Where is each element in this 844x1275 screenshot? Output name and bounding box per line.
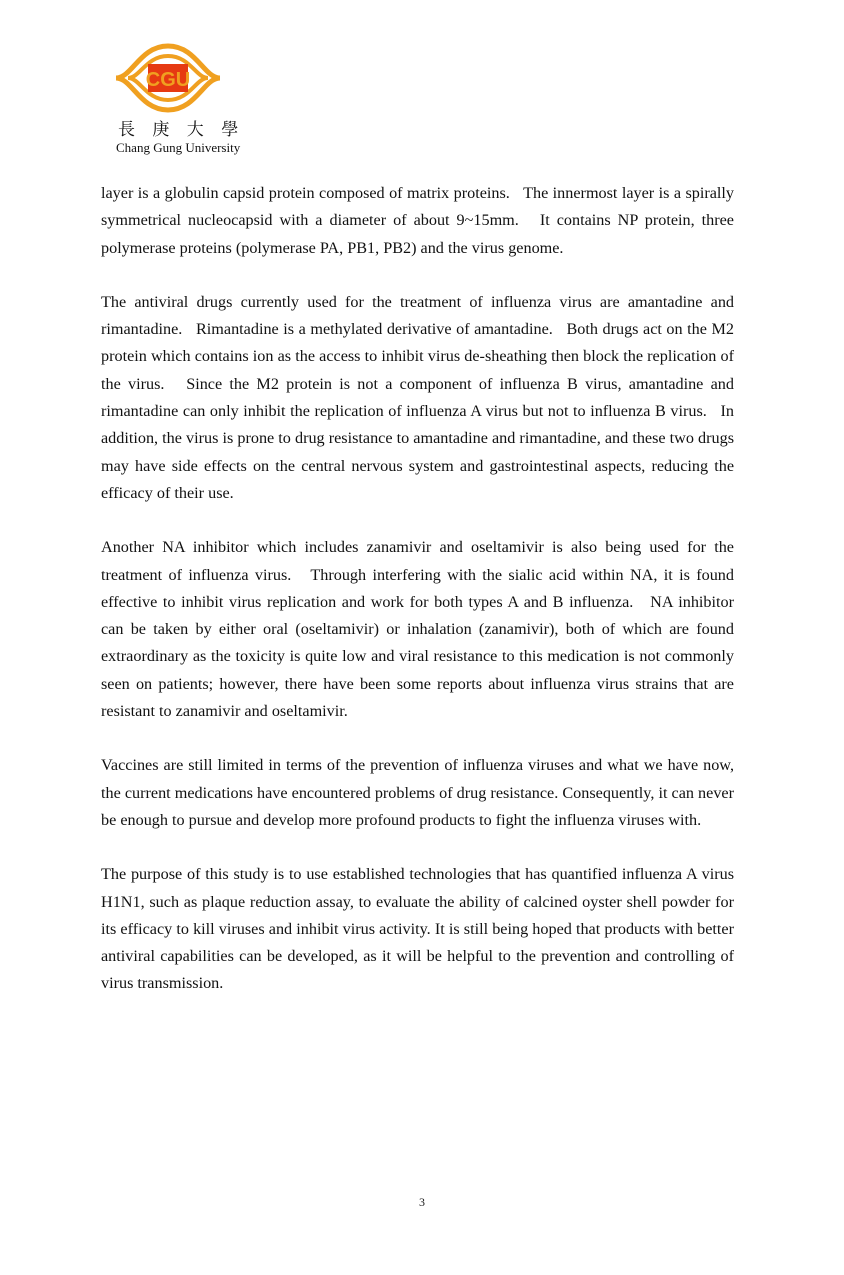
page-number: 3 (419, 1195, 425, 1209)
university-name-english: Chang Gung University (116, 140, 241, 155)
paragraph: The antiviral drugs currently used for the treatment of influenza virus are amantadine and rimantadine. Rimantadine is a methylated derivative of amantadine. Both drugs act on the M2 protein which contains ion as the access to inhibit virus de-sheathing then block the replication of the virus. Since the M2 protein is not a component of influenza B virus, amantadine and rimantadine can only inhibit the replication of influenza A virus but not to influenza B virus. In addition, the virus is prone to drug resistance to amantadine and rimantadine, and these two drugs may have side effects on the central nervous system and gastrointestinal aspects, reducing the efficacy of their use. (101, 292, 734, 502)
paragraph: layer is a globulin capsid protein composed of matrix proteins. The innermost layer is a spirally symmetrical nucleocapsid with a diameter of about 9~15mm. It contains NP protein, three polymerase proteins (polymerase PA, PB1, PB2) and the virus genome. (101, 184, 734, 257)
paragraph: The purpose of this study is to use established technologies that has quantified influenza A virus H1N1, such as plaque reduction assay, to evaluate the ability of calcined oyster shell powder for its efficacy to kill viruses and inhibit virus activity. It is still being hoped that products with better antiviral capabilities can be developed, as it will be helpful to the prevention and controlling of virus transmission. (101, 865, 734, 993)
university-logo (110, 42, 260, 160)
university-name-chinese: 長 庚 大 學 (118, 120, 245, 140)
paragraph: Vaccines are still limited in terms of the prevention of influenza viruses and what we have now, the current medications have encountered problems of drug resistance. Consequently, it can never be enough to pursue and develop more profound products to fight the influenza viruses with. (101, 756, 734, 829)
paragraph: Another NA inhibitor which includes zanamivir and oseltamivir is also being used for the treatment of influenza virus. Through interfering with the sialic acid within NA, it is found effective to inhibit virus replication and work for both types A and B influenza. NA inhibitor can be taken by either oral (oseltamivir) or inhalation (zanamivir), both of which are found extraordinary as the toxicity is quite low and viral resistance to this medication is not commonly seen on patients; however, there have been some reports about influenza virus strains that are resistant to zanamivir and oseltamivir. (101, 538, 734, 721)
logo-mark-text: CGU (145, 69, 191, 91)
document-body (101, 180, 734, 1025)
cgu-emblem-icon (114, 42, 222, 114)
